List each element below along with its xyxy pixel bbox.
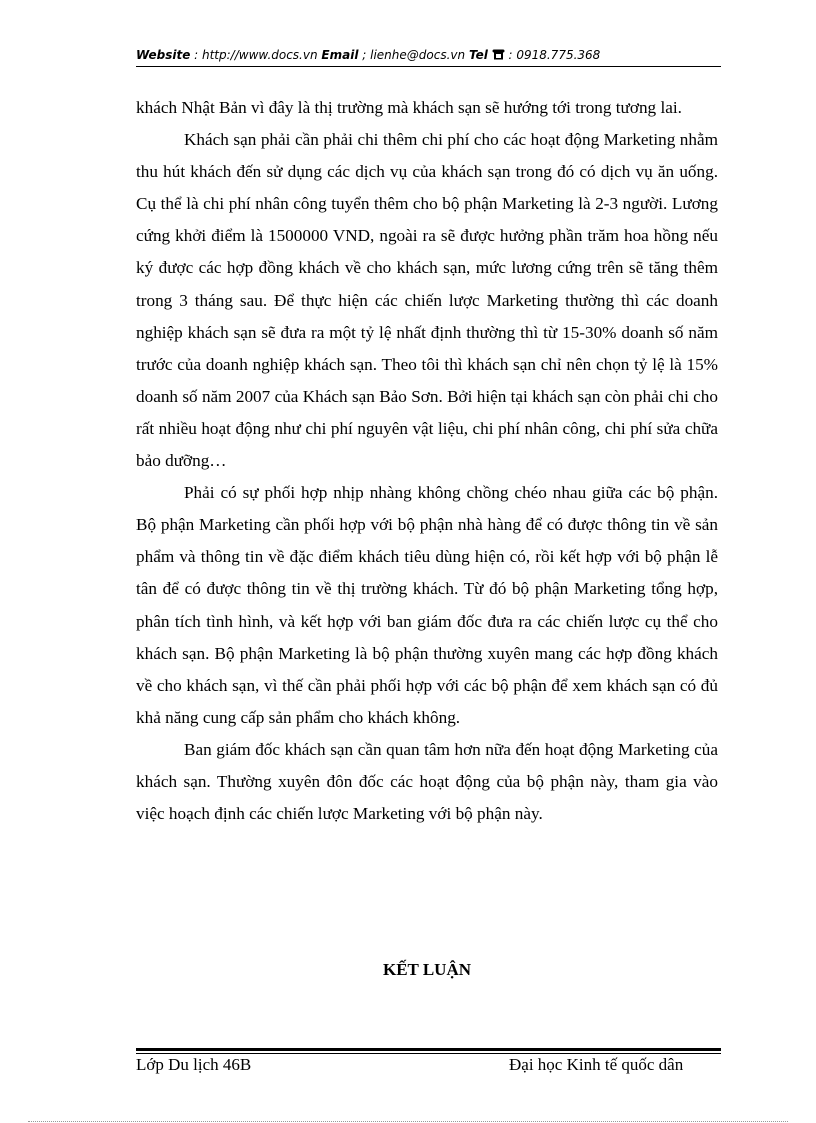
tel-value: 0918.775.368: [516, 48, 601, 62]
phone-icon: [492, 48, 505, 62]
tel-label: Tel: [468, 48, 488, 62]
page-edge: [28, 1121, 788, 1122]
email-separator: ;: [358, 48, 371, 62]
page-header: [136, 48, 721, 62]
paragraph-4: Ban giám đốc khách sạn cần quan tâm hơn nữa đến hoạt động Marketing của khách sạn. Thường xuyên đôn đốc các hoạt động của bộ phận này, tham gia vào việc hoạch định các chiến lược Marketing với bộ phận này.: [136, 739, 718, 824]
paragraph-1: khách Nhật Bản vì đây là thị trường mà khách sạn sẽ hướng tới trong tương lai.: [136, 98, 682, 117]
footer-divider-thin: [136, 1053, 721, 1054]
footer-divider-thick: [136, 1048, 721, 1051]
website-separator: :: [190, 48, 202, 62]
website-link[interactable]: http://www.docs.vn: [202, 48, 318, 62]
footer-university: Đại học Kinh tế quốc dân: [509, 1055, 684, 1074]
paragraph-3: Phải có sự phối hợp nhịp nhàng không chồng chéo nhau giữa các bộ phận. Bộ phận Marketing cần phối hợp với bộ phận nhà hàng để có được thông tin về sản phẩm và thông tin về đặc điểm khách tiêu dùng hiện có, rồi kết hợp với bộ phận lễ tân để có được thông tin về thị trường khách. Từ đó bộ phận Marketing tổng hợp, phân tích tình hình, và kết hợp với ban giám đốc đưa ra các chiến lược cụ thể cho khách sạn. Bộ phận Marketing là bộ phận thường xuyên mang các hợp đồng khách về cho khách sạn, vì thế cần phải phối hợp với các bộ phận để xem khách sạn có đủ khả năng cung cấp sản phẩm cho khách không.: [136, 483, 718, 727]
section-heading: KẾT LUẬN: [382, 960, 471, 979]
tel-separator: :: [504, 48, 517, 62]
header-divider: [136, 66, 721, 67]
paragraph-2: Khách sạn phải cần phải chi thêm chi phí cho các hoạt động Marketing nhằm thu hút khách đến sử dụng các dịch vụ của khách sạn trong đó có dịch vụ ăn uống. Cụ thể là chi phí nhân công tuyển thêm cho bộ phận Marketing là 2-3 người. Lương cứng khởi điểm là 1500000 VND, ngoài ra sẽ được hưởng phần trăm hoa hồng nếu ký được các hợp đồng khách về cho khách sạn, mức lương cứng trên sẽ tăng thêm trong 3 tháng sau. Để thực hiện các chiến lược Marketing thường thì các doanh nghiệp khách sạn sẽ đưa ra một tỷ lệ nhất định thường thì từ 15-30% doanh số năm trước của doanh nghiệp khách sạn. Theo tôi thì khách sạn chỉ nên chọn tỷ lệ là 15% doanh số năm 2007 của Khách sạn Bảo Sơn. Bởi hiện tại khách sạn còn phải chi cho rất nhiều hoạt động như chi phí nguyên vật liệu, chi phí nhân công, chi phí sửa chữa bảo dưỡng…: [136, 130, 718, 471]
footer-class-name: Lớp Du lịch 46B: [136, 1055, 252, 1074]
body-text: [136, 92, 718, 830]
email-link[interactable]: lienhe@docs.vn: [370, 48, 466, 62]
website-label: Website: [136, 48, 191, 62]
email-label: Email: [321, 48, 359, 62]
